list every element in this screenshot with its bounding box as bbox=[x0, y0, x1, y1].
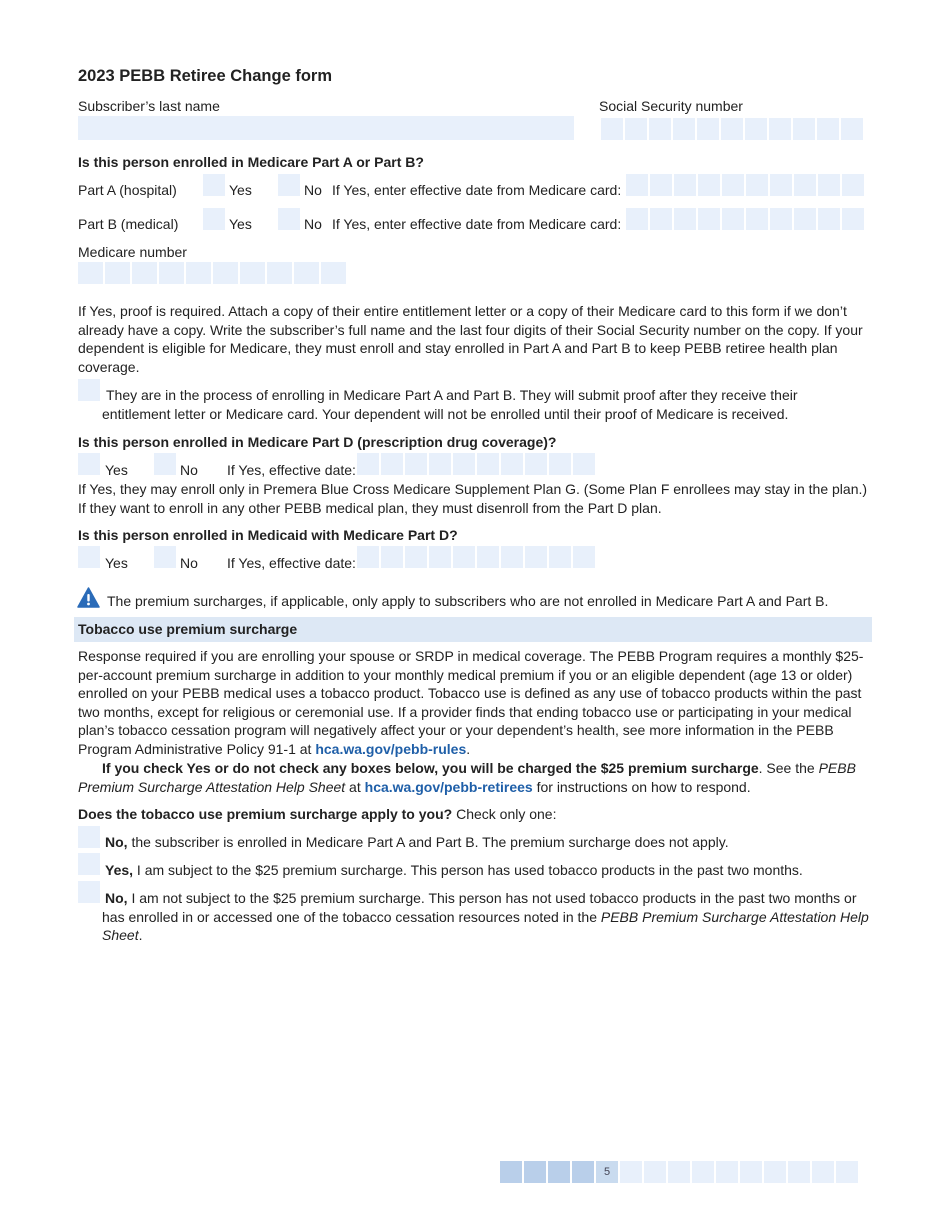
medicare-d-question: Is this person enrolled in Medicare Part D (prescription drug coverage)? bbox=[78, 434, 557, 450]
in-process-checkbox[interactable] bbox=[78, 379, 100, 401]
tobacco-option-1-bold: No, bbox=[105, 834, 128, 850]
part-b-no-checkbox[interactable] bbox=[278, 208, 300, 230]
ssn-input[interactable] bbox=[601, 118, 863, 140]
tobacco-option-3 bbox=[102, 889, 872, 945]
medicare-number-input[interactable] bbox=[78, 262, 346, 284]
tobacco-option-3-text: I am not subject to the $25 premium surcharge. This person has not used tobacco products in the past two months or has enrolled in or accessed one of the tobacco cessation resources noted in the bbox=[102, 890, 857, 925]
part-a-no-checkbox[interactable] bbox=[278, 174, 300, 196]
tobacco-option-1-checkbox[interactable] bbox=[78, 826, 100, 848]
tobacco-option-2-bold: Yes, bbox=[105, 862, 134, 878]
page-number: 5 bbox=[596, 1161, 618, 1183]
part-d-note: If Yes, they may enroll only in Premera Blue Cross Medicare Supplement Plan G. (Some Plan F enrollees may stay in the plan.) If they want to enroll in any other PEBB medical plan, they must disenroll from the Part D plan. bbox=[78, 481, 868, 516]
surcharge-at: at bbox=[345, 778, 365, 795]
help-sheet-title: PEBB Premium Surcharge Attestation Help Sheet bbox=[78, 760, 856, 795]
part-a-date-input[interactable] bbox=[626, 174, 864, 196]
medicaid-question: Is this person enrolled in Medicaid with Medicare Part D? bbox=[78, 527, 458, 543]
part-b-date-input[interactable] bbox=[626, 208, 864, 230]
medicaid-date-input[interactable] bbox=[357, 546, 595, 568]
medicaid-yes-checkbox[interactable] bbox=[78, 546, 100, 568]
part-d-no-label: No bbox=[180, 462, 198, 478]
part-d-date-input[interactable] bbox=[357, 453, 595, 475]
part-d-yes-label: Yes bbox=[105, 462, 128, 478]
part-a-no-label: No bbox=[304, 182, 322, 198]
surcharge-notice bbox=[78, 759, 873, 796]
last-name-label: Subscriber’s last name bbox=[78, 98, 220, 114]
in-process-label: They are in the process of enrolling in Medicare Part A and Part B. They will submit proof after they receive their entitlement letter or Medicare card. Your dependent will not be enrolled until their proof of Medicare is received. bbox=[102, 387, 798, 422]
part-d-no-checkbox[interactable] bbox=[154, 453, 176, 475]
tobacco-body-text: Response required if you are enrolling your spouse or SRDP in medical coverage. The PEBB Program requires a monthly $25-per-account premium surcharge in addition to your monthly medical premium if you or an eligible dependent (age 13 or older) enrolled on your PEBB medical uses a tobacco product. Tobacco use is defined as any use of tobacco products within the past two months, except for religious or ceremonial use. If a provider finds that ending tobacco use or participating in your medical plan’s tobacco cessation program will negatively affect your or your dependent’s health, see more information in the PEBB Program Administrative Policy 91-1 at bbox=[78, 648, 864, 757]
tobacco-body bbox=[78, 647, 873, 758]
in-process-text bbox=[102, 386, 822, 423]
medicare-ab-question: Is this person enrolled in Medicare Part A or Part B? bbox=[78, 154, 424, 170]
tobacco-heading: Tobacco use premium surcharge bbox=[78, 621, 298, 637]
last-name-input[interactable] bbox=[78, 116, 574, 140]
part-b-no-label: No bbox=[304, 216, 322, 232]
tobacco-option-2-checkbox[interactable] bbox=[78, 853, 100, 875]
tobacco-option-2 bbox=[105, 861, 865, 880]
pebb-rules-link[interactable]: hca.wa.gov/pebb-rules bbox=[315, 740, 467, 757]
part-b-label: Part B (medical) bbox=[78, 216, 179, 232]
part-b-yes-checkbox[interactable] bbox=[203, 208, 225, 230]
medicare-number-label: Medicare number bbox=[78, 244, 187, 260]
part-b-date-prompt: If Yes, enter effective date from Medicare card: bbox=[332, 216, 622, 232]
warning-text: The premium surcharges, if applicable, only apply to subscribers who are not enrolled in Medicare Part A and Part B. bbox=[107, 593, 829, 609]
part-d-date-prompt: If Yes, effective date: bbox=[227, 462, 356, 478]
page-footer-strip bbox=[500, 1161, 858, 1183]
tobacco-option-1-text: the subscriber is enrolled in Medicare Part A and Part B. The premium surcharge does not apply. bbox=[127, 834, 729, 850]
part-a-label: Part A (hospital) bbox=[78, 182, 177, 198]
surcharge-notice-bold: If you check Yes or do not check any boxes below, you will be charged the $25 premium surcharge bbox=[102, 760, 759, 776]
medicaid-date-prompt: If Yes, effective date: bbox=[227, 555, 356, 571]
tobacco-check-one: Check only one: bbox=[452, 806, 557, 822]
part-b-yes-label: Yes bbox=[229, 216, 252, 232]
part-a-date-prompt: If Yes, enter effective date from Medicare card: bbox=[332, 182, 622, 198]
pebb-retirees-link[interactable]: hca.wa.gov/pebb-retirees bbox=[364, 778, 533, 795]
part-a-yes-checkbox[interactable] bbox=[203, 174, 225, 196]
medicaid-no-label: No bbox=[180, 555, 198, 571]
medicaid-no-checkbox[interactable] bbox=[154, 546, 176, 568]
surcharge-see-the: . See the bbox=[758, 760, 819, 776]
tobacco-option-3-italic: PEBB Premium Surcharge Attestation Help Sheet bbox=[102, 908, 869, 943]
tobacco-option-1 bbox=[105, 833, 865, 852]
tobacco-option-3-checkbox[interactable] bbox=[78, 881, 100, 903]
tobacco-option-3-end: . bbox=[138, 927, 143, 943]
form-title: 2023 PEBB Retiree Change form bbox=[78, 67, 333, 85]
tobacco-question-bold: Does the tobacco use premium surcharge apply to you? bbox=[78, 806, 453, 822]
part-a-yes-label: Yes bbox=[229, 182, 252, 198]
tobacco-question bbox=[78, 805, 557, 824]
part-d-yes-checkbox[interactable] bbox=[78, 453, 100, 475]
warning-icon bbox=[77, 587, 100, 608]
tobacco-option-3-bold: No, bbox=[105, 890, 128, 906]
surcharge-instructions: for instructions on how to respond. bbox=[532, 778, 751, 795]
tobacco-body-period: . bbox=[466, 740, 471, 757]
proof-paragraph: If Yes, proof is required. Attach a copy of their entire entitlement letter or a copy of their Medicare card to this form if we don’t already have a copy. Write the subscriber’s full name and the last four digits of their Social Security number on the copy. If your dependent is eligible for Medicare, they must enroll and stay enrolled in Part A and Part B to keep PEBB retiree health plan coverage. bbox=[78, 303, 863, 375]
tobacco-option-2-text: I am subject to the $25 premium surcharge. This person has used tobacco products in the past two months. bbox=[133, 862, 803, 878]
medicaid-yes-label: Yes bbox=[105, 555, 128, 571]
ssn-label: Social Security number bbox=[599, 98, 743, 114]
